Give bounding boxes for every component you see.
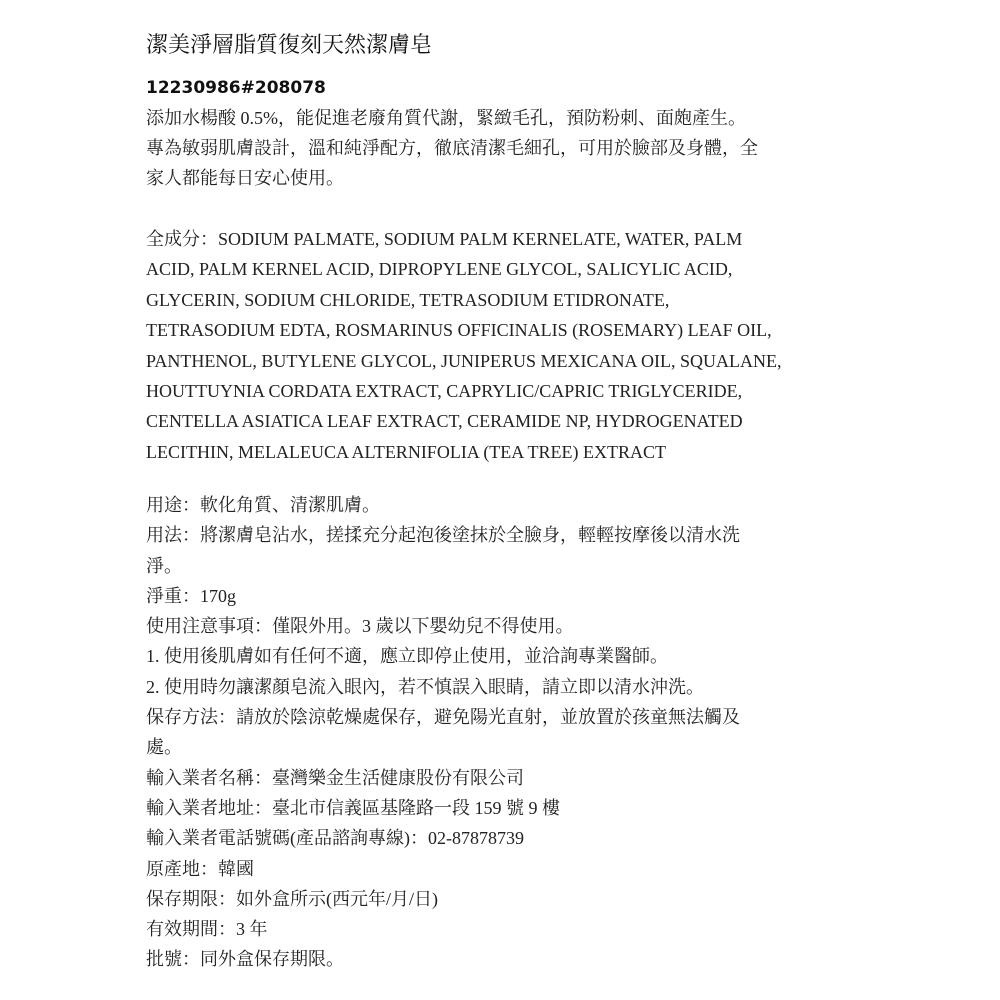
ingredients-line: CENTELLA ASIATICA LEAF EXTRACT, CERAMIDE NP, HYDROGENATED bbox=[146, 411, 743, 432]
ingredients-line: LECITHIN, MELALEUCA ALTERNIFOLIA (TEA TREE) EXTRACT bbox=[146, 441, 666, 462]
precautions-heading: 使用注意事項：僅限外用。3 歲以下嬰幼兒不得使用。 bbox=[146, 616, 574, 637]
precaution-item-2: 2. 使用時勿讓潔顏皂流入眼內，若不慎誤入眼睛，請立即以清水沖洗。 bbox=[146, 676, 704, 697]
importer-name: 輸入業者名稱：臺灣樂金生活健康股份有限公司 bbox=[146, 767, 524, 788]
ingredients-line: TETRASODIUM EDTA, ROSMARINUS OFFICINALIS (ROSEMARY) LEAF OIL, bbox=[146, 320, 772, 341]
expiry-date: 保存期限：如外盒所示(西元年/月/日) bbox=[146, 888, 438, 909]
country-of-origin: 原產地：韓國 bbox=[146, 858, 254, 879]
description-line: 專為敏弱肌膚設計，溫和純淨配方，徹底清潔毛細孔，可用於臉部及身體，全 bbox=[146, 138, 758, 158]
usage-purpose: 用途：軟化角質、清潔肌膚。 bbox=[146, 495, 380, 515]
precaution-item-1: 1. 使用後肌膚如有任何不適，應立即停止使用，並洽詢專業醫師。 bbox=[146, 646, 668, 667]
storage-method: 保存方法：請放於陰涼乾燥處保存，避免陽光直射，並放置於孩童無法觸及 bbox=[146, 707, 740, 728]
usage-details bbox=[146, 490, 740, 975]
usage-method-continued: 淨。 bbox=[146, 555, 182, 576]
product-description bbox=[146, 103, 758, 193]
ingredients-line: HOUTTUYNIA CORDATA EXTRACT, CAPRYLIC/CAPRIC TRIGLYCERIDE, bbox=[146, 380, 743, 401]
ingredients-line: 全成分：SODIUM PALMATE, SODIUM PALM KERNELATE, WATER, PALM bbox=[146, 229, 743, 249]
product-title: 潔美淨層脂質復刻天然潔膚皂 bbox=[146, 33, 433, 58]
ingredients-list bbox=[146, 224, 782, 467]
batch-number: 批號：同外盒保存期限。 bbox=[146, 949, 344, 970]
description-line: 家人都能每日安心使用。 bbox=[146, 168, 344, 188]
importer-address: 輸入業者地址：臺北市信義區基隆路一段 159 號 9 樓 bbox=[146, 797, 560, 818]
usage-method: 用法：將潔膚皂沾水，搓揉充分起泡後塗抹於全臉身，輕輕按摩後以清水洗 bbox=[146, 525, 740, 546]
storage-method-continued: 處。 bbox=[146, 737, 182, 758]
description-line: 添加水楊酸 0.5%，能促進老廢角質代謝，緊緻毛孔，預防粉刺、面皰產生。 bbox=[146, 108, 746, 128]
ingredients-line: GLYCERIN, SODIUM CHLORIDE, TETRASODIUM ETIDRONATE, bbox=[146, 289, 670, 310]
product-code: 12230986#208078 bbox=[146, 78, 326, 98]
ingredients-line: PANTHENOL, BUTYLENE GLYCOL, JUNIPERUS MEXICANA OIL, SQUALANE, bbox=[146, 350, 782, 371]
shelf-life: 有效期間：3 年 bbox=[146, 919, 268, 940]
importer-phone: 輸入業者電話號碼(產品諮詢專線)：02-87878739 bbox=[146, 828, 524, 849]
net-weight: 淨重：170g bbox=[146, 585, 236, 606]
ingredients-line: ACID, PALM KERNEL ACID, DIPROPYLENE GLYCOL, SALICYLIC ACID, bbox=[146, 259, 733, 280]
